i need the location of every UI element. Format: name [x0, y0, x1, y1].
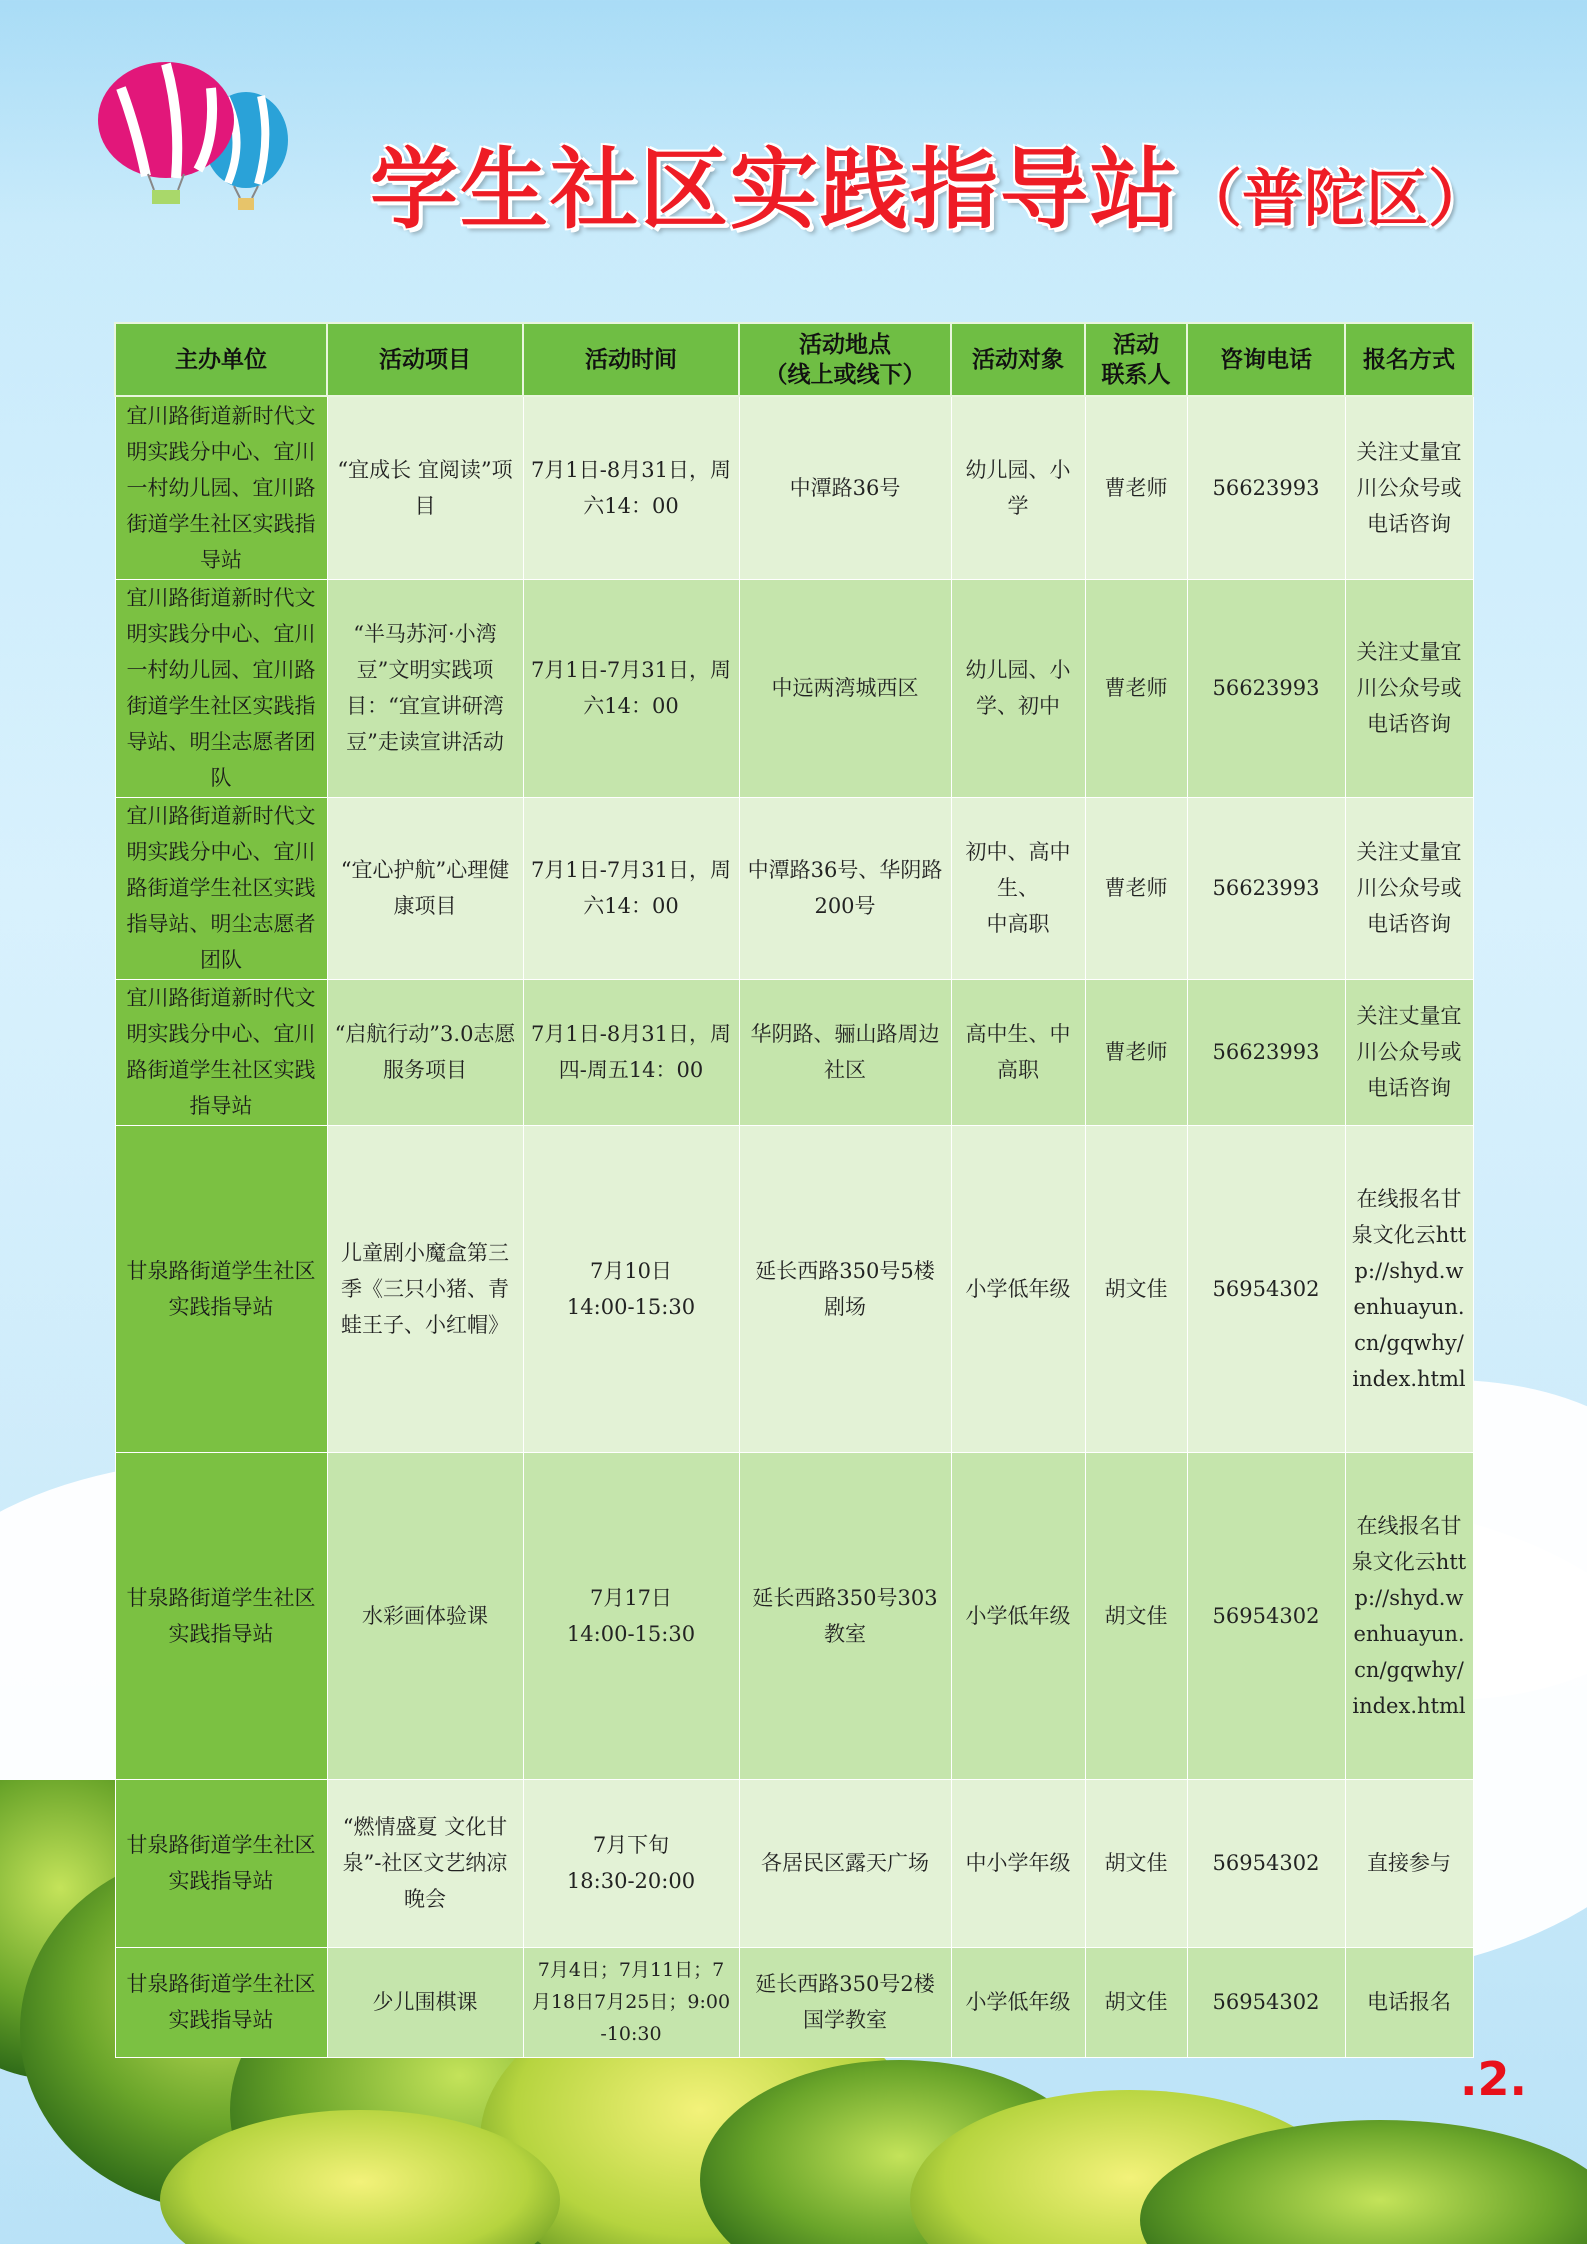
cell-signup: 直接参与 [1345, 1779, 1473, 1947]
header-phone: 咨询电话 [1187, 323, 1345, 396]
cell-signup: 关注丈量宜川公众号或电话咨询 [1345, 979, 1473, 1125]
title-sub: （普陀区） [1180, 162, 1491, 235]
cell-organizer: 甘泉路街道学生社区实践指导站 [115, 1452, 327, 1779]
table-row [115, 797, 1473, 979]
cell-audience: 中小学年级 [951, 1779, 1085, 1947]
table-row [115, 1125, 1473, 1452]
cell-time: 7月10日 14:00-15:30 [523, 1125, 739, 1452]
cell-organizer: 宜川路街道新时代文明实践分中心、宜川一村幼儿园、宜川路街道学生社区实践指导站 [115, 396, 327, 579]
cell-location: 延长西路350号2楼国学教室 [739, 1947, 951, 2057]
cell-time: 7月1日-8月31日，周六14：00 [523, 396, 739, 579]
cell-contact: 胡文佳 [1085, 1125, 1187, 1452]
table-header-row [115, 323, 1473, 396]
cell-phone: 56623993 [1187, 797, 1345, 979]
cell-contact: 胡文佳 [1085, 1947, 1187, 2057]
cell-project: “燃情盛夏 文化甘泉”-社区文艺纳凉晚会 [327, 1779, 523, 1947]
cell-contact: 曹老师 [1085, 797, 1187, 979]
cell-phone: 56954302 [1187, 1779, 1345, 1947]
cell-signup: 在线报名甘泉文化云http://shyd.wenhuayun.cn/gqwhy/index.html [1345, 1452, 1473, 1779]
cell-project: 水彩画体验课 [327, 1452, 523, 1779]
cell-contact: 曹老师 [1085, 979, 1187, 1125]
cell-location: 中潭路36号、华阴路200号 [739, 797, 951, 979]
cell-signup: 关注丈量宜川公众号或电话咨询 [1345, 797, 1473, 979]
hot-air-balloon-illustration [66, 58, 296, 218]
cell-organizer: 甘泉路街道学生社区实践指导站 [115, 1779, 327, 1947]
table-row [115, 396, 1473, 579]
table-row [115, 1452, 1473, 1779]
cell-project: “宜心护航”心理健康项目 [327, 797, 523, 979]
cell-phone: 56954302 [1187, 1452, 1345, 1779]
cell-location: 中潭路36号 [739, 396, 951, 579]
table-row [115, 979, 1473, 1125]
cell-signup: 关注丈量宜川公众号或电话咨询 [1345, 579, 1473, 797]
header-location: 活动地点 （线上或线下） [739, 323, 951, 396]
table-row [115, 1947, 1473, 2057]
cell-audience: 小学低年级 [951, 1947, 1085, 2057]
cell-location: 延长西路350号5楼剧场 [739, 1125, 951, 1452]
title-main: 学生社区实践指导站 [370, 138, 1181, 241]
page-title [370, 120, 1491, 241]
header-contact: 活动 联系人 [1085, 323, 1187, 396]
cell-project: 少儿围棋课 [327, 1947, 523, 2057]
cell-phone: 56623993 [1187, 396, 1345, 579]
cell-time: 7月17日 14:00-15:30 [523, 1452, 739, 1779]
cell-organizer: 宜川路街道新时代文明实践分中心、宜川路街道学生社区实践指导站、明尘志愿者团队 [115, 797, 327, 979]
cell-audience: 初中、高中生、 中高职 [951, 797, 1085, 979]
cell-location: 延长西路350号303教室 [739, 1452, 951, 1779]
cell-location: 各居民区露天广场 [739, 1779, 951, 1947]
cell-organizer: 甘泉路街道学生社区实践指导站 [115, 1947, 327, 2057]
cell-project: “启航行动”3.0志愿服务项目 [327, 979, 523, 1125]
cell-location: 华阴路、骊山路周边社区 [739, 979, 951, 1125]
header-audience: 活动对象 [951, 323, 1085, 396]
header-time: 活动时间 [523, 323, 739, 396]
cell-time: 7月下旬 18:30-20:00 [523, 1779, 739, 1947]
cell-project: 儿童剧小魔盒第三季《三只小猪、青蛙王子、小红帽》 [327, 1125, 523, 1452]
cell-contact: 曹老师 [1085, 579, 1187, 797]
activity-table [114, 322, 1474, 2058]
cell-contact: 曹老师 [1085, 396, 1187, 579]
cell-project: “宜成长 宜阅读”项目 [327, 396, 523, 579]
header-signup: 报名方式 [1345, 323, 1473, 396]
cell-audience: 幼儿园、小学、初中 [951, 579, 1085, 797]
cell-audience: 小学低年级 [951, 1125, 1085, 1452]
cell-time: 7月1日-7月31日，周六14：00 [523, 797, 739, 979]
header-project: 活动项目 [327, 323, 523, 396]
cell-audience: 幼儿园、小学 [951, 396, 1085, 579]
table-row [115, 1779, 1473, 1947]
cell-phone: 56954302 [1187, 1947, 1345, 2057]
cell-organizer: 甘泉路街道学生社区实践指导站 [115, 1125, 327, 1452]
cell-project: “半马苏河·小湾豆”文明实践项目：“宜宣讲研湾豆”走读宣讲活动 [327, 579, 523, 797]
cell-organizer: 宜川路街道新时代文明实践分中心、宜川路街道学生社区实践指导站 [115, 979, 327, 1125]
cell-phone: 56623993 [1187, 979, 1345, 1125]
cell-signup: 关注丈量宜川公众号或电话咨询 [1345, 396, 1473, 579]
cell-time: 7月1日-7月31日，周六14：00 [523, 579, 739, 797]
cell-signup: 在线报名甘泉文化云http://shyd.wenhuayun.cn/gqwhy/index.html [1345, 1125, 1473, 1452]
cell-time: 7月4日；7月11日；7月18日7月25日；9:00-10:30 [523, 1947, 739, 2057]
cell-phone: 56954302 [1187, 1125, 1345, 1452]
cell-organizer: 宜川路街道新时代文明实践分中心、宜川一村幼儿园、宜川路街道学生社区实践指导站、明尘志愿者团队 [115, 579, 327, 797]
cell-contact: 胡文佳 [1085, 1452, 1187, 1779]
cell-phone: 56623993 [1187, 579, 1345, 797]
header-organizer: 主办单位 [115, 323, 327, 396]
cell-audience: 小学低年级 [951, 1452, 1085, 1779]
cell-audience: 高中生、中高职 [951, 979, 1085, 1125]
cell-time: 7月1日-8月31日，周四-周五14：00 [523, 979, 739, 1125]
cell-signup: 电话报名 [1345, 1947, 1473, 2057]
cell-contact: 胡文佳 [1085, 1779, 1187, 1947]
cell-location: 中远两湾城西区 [739, 579, 951, 797]
table-row [115, 579, 1473, 797]
page-number: .2. [1460, 2052, 1527, 2106]
